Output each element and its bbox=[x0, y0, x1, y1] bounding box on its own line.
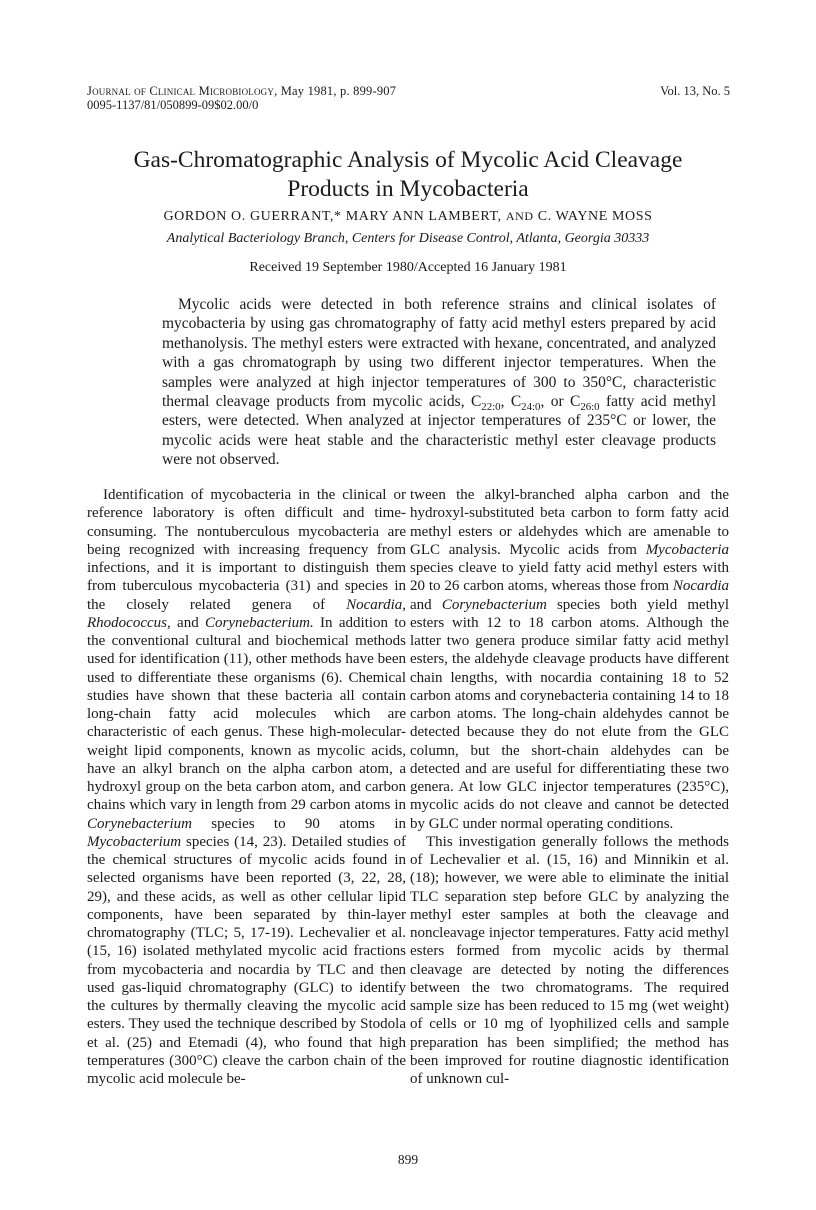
abstract-sub-2: 24:0 bbox=[521, 401, 541, 414]
body-text: In addition to the conventional cultural and biochemical methods used for identification (11), other methods have been used to differentiate these organisms (6). Chemical studies have shown that these bacteria all contain long-chain fatty acid molecules which are characteristic of each genus. These high-molecular-weight lipid components, known as mycolic acids, have an alkyl branch on the alpha carbon atom, a hydroxyl group on the beta carbon atom, and carbon chains which vary in length from 29 carbon atoms in bbox=[87, 614, 406, 814]
page-number: 899 bbox=[397, 1152, 419, 1167]
author-3: C. WAYNE MOSS bbox=[537, 209, 653, 224]
abstract-sub-3: 26:0 bbox=[580, 401, 600, 414]
volume-number: Vol. 13, No. 5 bbox=[660, 84, 730, 98]
body-text: species (14, 23). Detailed studies of the chemical structures of mycolic acids found in selected organisms have been reported (3, 22, 28, 29), and these acids, as well as other cellular lipid components, have been separated by thin-layer chromatography (TLC; 5, 17-19). Lechevalier et al. (15, 16) isolated methylated mycolic acid fractions from mycobacteria and nocardia by TLC and then used gas-liquid chromatography (GLC) to identify the cultures by thermally cleaving the mycolic acid esters. They used the technique described by Stodola et al. (25) and Etemadi (4), who found that high temperatures (300°C) cleave the carbon chain of the mycolic acid molecule be- bbox=[87, 833, 406, 1087]
body-column-left bbox=[87, 486, 406, 1088]
intro-paragraph-1-continued bbox=[410, 486, 729, 833]
body-text: species to 90 atoms in bbox=[191, 815, 406, 832]
author-list bbox=[90, 209, 726, 225]
intro-paragraph-2: This investigation generally follows the methods of Lechevalier et al. (15, 16) and Minnikin et al. (18); however, we were able to eliminate the initial TLC separation step before GLC by analyzing the methyl ester samples at both the cleavage and noncleavage injector temperatures. Fatty acid methyl esters formed from mycolic acids by thermal cleavage are detected by noting the differences between the two chromatograms. The required sample size has been reduced to 15 mg (wet weight) of cells or 10 mg of lyophilized cells and sample preparation has been simplified; the method has been improved for routine diagnostic identification of unknown cul- bbox=[410, 833, 729, 1087]
genus-italic: Mycobacteria bbox=[645, 541, 729, 558]
body-text: Identification of mycobacteria in the clinical or reference laboratory is often difficult and time-consuming. The nontuberculous mycobacteria are being recognized with increasing frequency from infections, and it is important to distinguish them from tuberculous mycobacteria (31) and species in the closely related genera of bbox=[87, 487, 406, 613]
title-line-2: Products in Mycobacteria bbox=[287, 176, 529, 202]
body-text: species cleave to yield fatty acid methyl esters with 20 to 26 carbon atoms, whereas those from bbox=[410, 560, 729, 595]
article-code: 0095-1137/81/050899-09$02.00/0 bbox=[87, 98, 259, 112]
abstract-sub-1: 22:0 bbox=[481, 401, 501, 414]
author-1: GORDON O. GUERRANT,* bbox=[163, 209, 342, 224]
affiliation: Analytical Bacteriology Branch, Centers for Disease Control, Atlanta, Georgia 30333 bbox=[166, 231, 650, 246]
abstract bbox=[162, 295, 716, 470]
article-title bbox=[90, 146, 726, 204]
abstract-text-2: , C bbox=[500, 393, 522, 411]
author-2: MARY ANN LAMBERT, bbox=[345, 209, 502, 224]
body-text: and bbox=[410, 596, 442, 613]
genus-italic: Corynebacterium. bbox=[205, 614, 314, 631]
author-and: AND bbox=[505, 209, 534, 223]
abstract-text-4: fatty acid methyl esters, were detected. When analyzed at injector temperatures of 235°C or lower, the mycolic acids were heat stable and the characteristic methyl ester cleavage products were not observed. bbox=[162, 393, 716, 469]
genus-italic: Nocardia bbox=[672, 578, 729, 595]
genus-italic: Nocardia, Rhodococcus, bbox=[87, 596, 406, 631]
genus-italic: Corynebacterium bbox=[441, 596, 547, 613]
genus-italic: Corynebacterium bbox=[87, 815, 192, 832]
journal-issue: , May 1981, p. 899-907 bbox=[274, 84, 397, 98]
abstract-text-3: , or C bbox=[540, 393, 581, 411]
genus-italic: Mycobacterium bbox=[87, 833, 182, 850]
intro-paragraph-1 bbox=[87, 486, 406, 1088]
journal-name: Journal of Clinical Microbiology bbox=[87, 84, 275, 98]
journal-header bbox=[87, 84, 396, 99]
body-column-right bbox=[410, 486, 729, 1088]
body-text: and bbox=[170, 614, 206, 631]
body-text: tween the alkyl-branched alpha carbon and the hydroxyl-substituted beta carbon to form fatty acid methyl esters or aldehydes which are amenable to GLC analysis. Mycolic acids from bbox=[410, 487, 729, 558]
received-dates: Received 19 September 1980/Accepted 16 January 1981 bbox=[249, 260, 567, 275]
body-text: species both yield methyl esters with 12 to 18 carbon atoms. Although the latter two genera produce similar fatty acid methyl esters, the aldehyde cleavage products have different chain lengths, with nocardia containing 18 to 52 carbon atoms and corynebacteria containing 14 to 18 carbon atoms. The long-chain aldehydes cannot be detected because they do not elute from the GLC column, but the short-chain aldehydes can be detected and are useful for differentiating these two genera. At low GLC injector temperatures (235°C), mycolic acids do not cleave and cannot be detected by GLC under normal operating conditions. bbox=[410, 596, 729, 832]
title-line-1: Gas-Chromatographic Analysis of Mycolic Acid Cleavage bbox=[133, 147, 683, 173]
abstract-text-1: Mycolic acids were detected in both reference strains and clinical isolates of mycobacteria by using gas chromatography of fatty acid methyl esters prepared by acid methanolysis. The methyl esters were extracted with hexane, concentrated, and analyzed with a gas chromatograph by using two different injector temperatures. When the samples were analyzed at high injector temperatures of 300 to 350°C, characteristic thermal cleavage products from mycolic acids, C bbox=[162, 296, 716, 411]
